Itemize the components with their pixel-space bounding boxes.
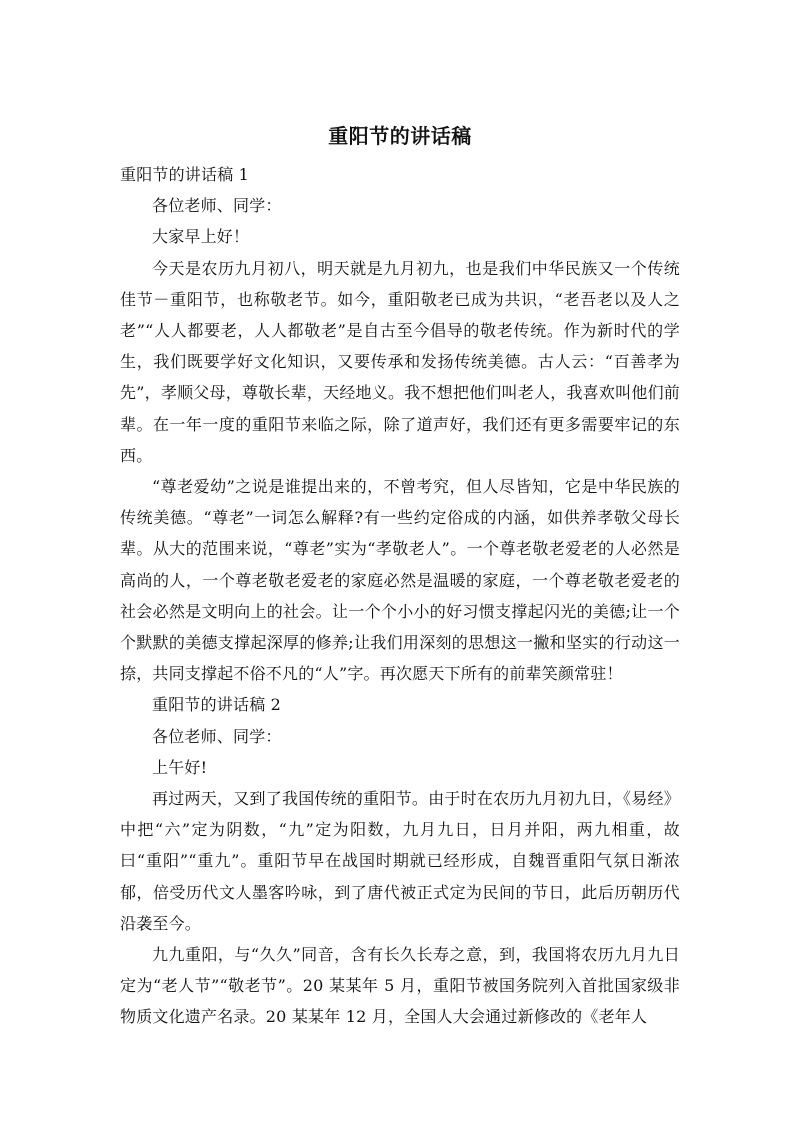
section-heading-2: 重阳节的讲话稿 2	[152, 695, 282, 715]
salutation: 各位老师、同学：	[152, 196, 282, 216]
body-paragraph: 今天是农历九月初八，明天就是九月初九，也是我们中华民族又一个传统佳节－重阳节，也称敬老节。如今，重阳敬老已成为共识，“老吾老以及人之老”“人人都要老，人人都敬老”是自古至今倡导的敬老传统。作为新时代的学生，我们既要学好文化知识，又要传承和发扬传统美德。古人云：“百善孝为先”，孝顺父母，尊敬长辈，天经地义。我不想把他们叫老人，我喜欢叫他们前辈。在一年一度的重阳节来临之际，除了道声好，我们还有更多需要牢记的东西。	[120, 258, 680, 465]
document-title: 重阳节的讲话稿	[328, 124, 472, 148]
greeting: 上午好!	[152, 757, 208, 777]
document-body	[120, 159, 680, 1033]
body-paragraph: 再过两天，又到了我国传统的重阳节。由于时在农历九月初九日，《易经》中把“六”定为阴数，“九”定为阳数，九月九日，日月并阳，两九相重，故曰“重阳”“重九”。重阳节早在战国时期就已经形成，自魏晋重阳气氛日渐浓郁，倍受历代文人墨客吟咏，到了唐代被正式定为民间的节日，此后历朝历代沿袭至今。	[120, 789, 680, 933]
greeting: 大家早上好！	[152, 227, 250, 247]
body-paragraph: “尊老爱幼”之说是谁提出来的，不曾考究，但人尽皆知，它是中华民族的传统美德。“尊老”一词怎么解释?有一些约定俗成的内涵，如供养孝敬父母长辈。从大的范围来说，“尊老”实为“孝敬老人”。一个尊老敬老爱老的人必然是高尚的人，一个尊老敬老爱老的家庭必然是温暖的家庭，一个尊老敬老爱老的社会必然是文明向上的社会。让一个个小小的好习惯支撑起闪光的美德;让一个个默默的美德支撑起深厚的修养;让我们用深刻的思想这一撇和坚实的行动这一捺，共同支撑起不俗不凡的“人”字。再次愿天下所有的前辈笑颜常驻！	[120, 477, 680, 684]
salutation: 各位老师、同学：	[152, 726, 282, 746]
section-heading-1: 重阳节的讲话稿 1	[120, 165, 250, 184]
body-paragraph: 九九重阳，与“久久”同音，含有长久长寿之意，到，我国将农历九月九日定为“老人节”“敬老节”。20 某某年 5 月，重阳节被国务院列入首批国家级非物质文化遗产名录。20 某某年 12 月，全国人大会通过新修改的《老年人	[120, 945, 680, 1027]
